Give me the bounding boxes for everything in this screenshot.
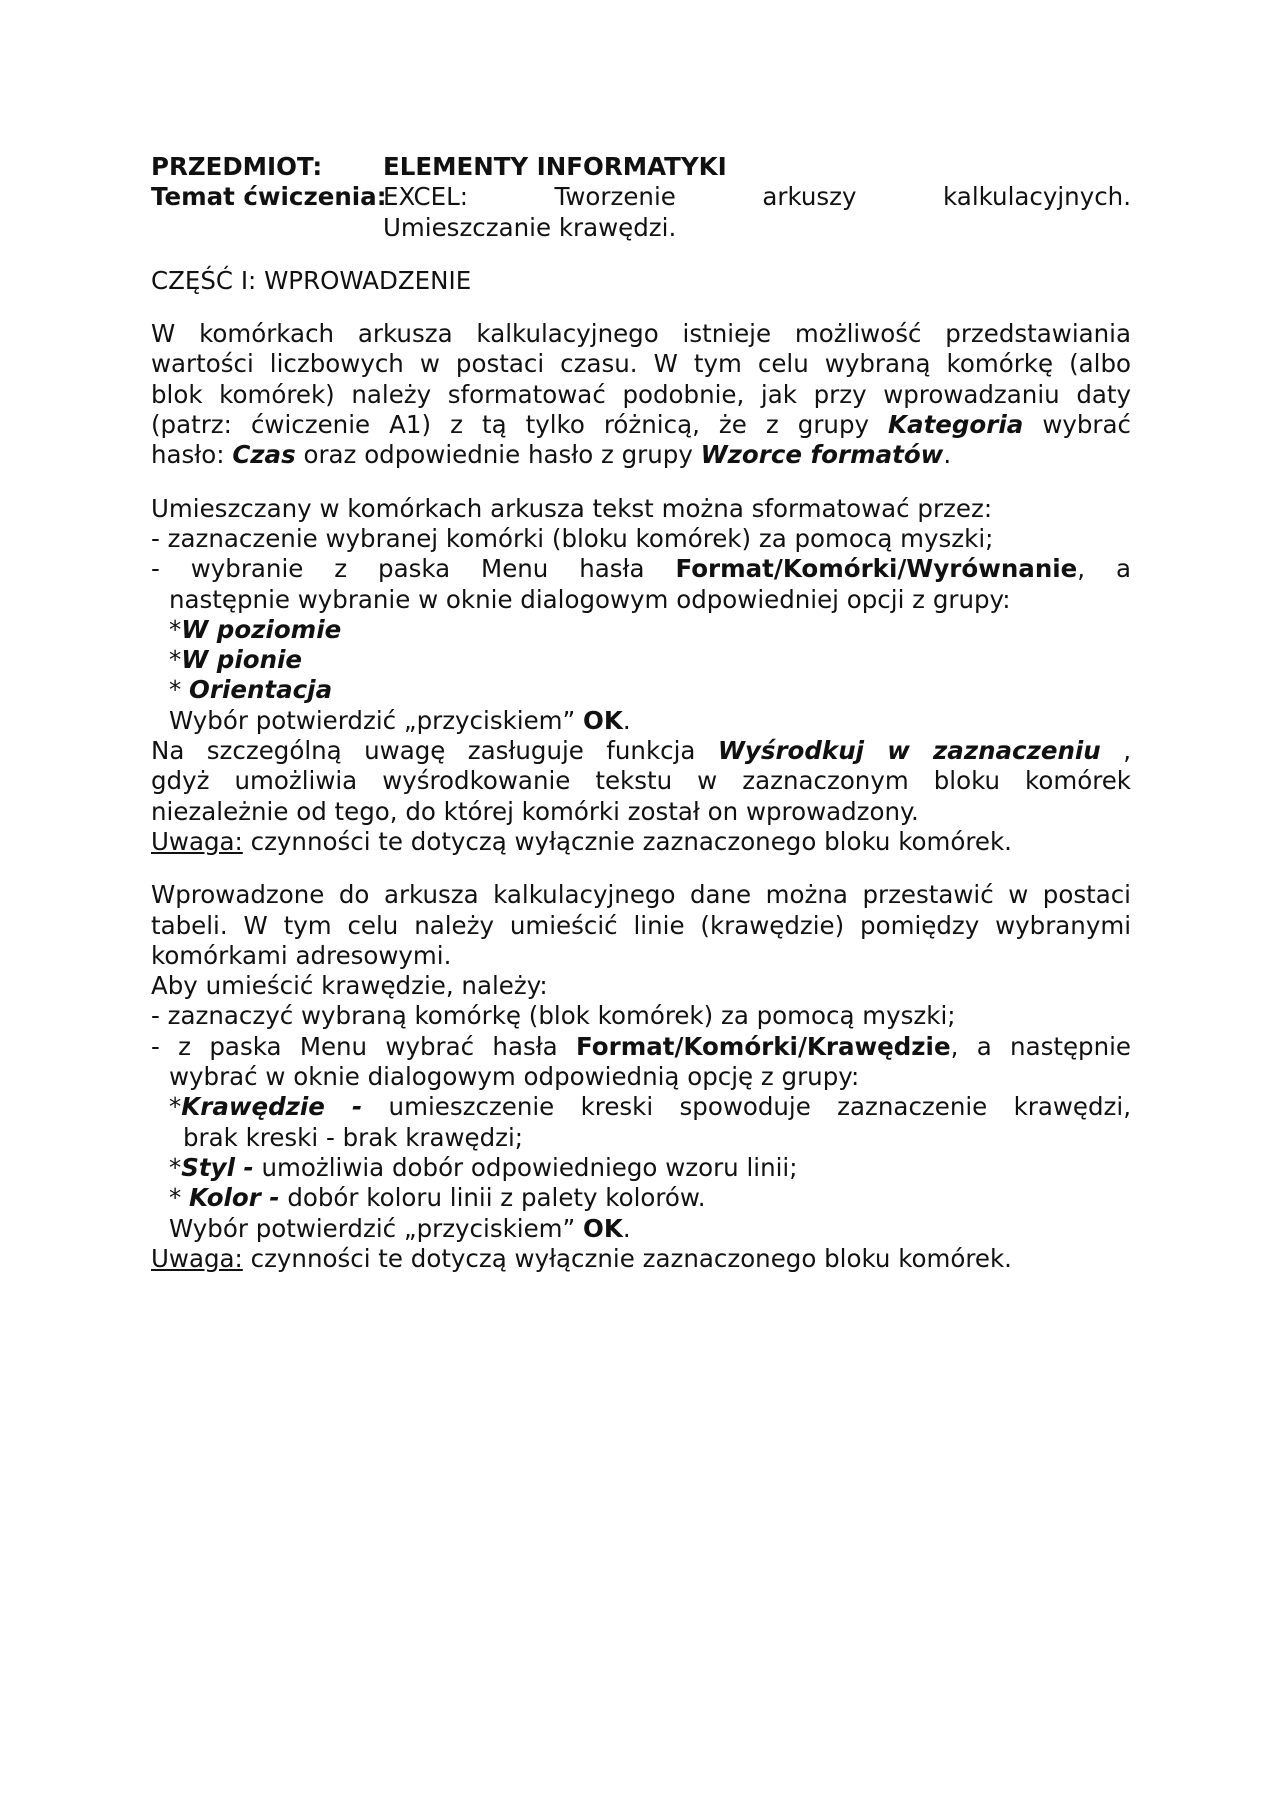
option-w-poziomie: *W poziomie <box>169 614 342 644</box>
note-line: Uwaga: czynności te dotyczą wyłącznie zaznaczonego bloku komórek. <box>151 826 1012 856</box>
p2-line9: Na szczególną uwagę zasługuje funkcja Wyśrodkuj w zaznaczeniu , <box>151 736 1131 766</box>
topic-label: Temat ćwiczenia: <box>151 182 387 212</box>
p1-line2: wartości liczbowych w postaci czasu. W tym celu wybraną komórkę (albo <box>151 349 1131 379</box>
confirm-line: Wybór potwierdzić „przyciskiem” OK. <box>169 705 631 735</box>
confirm-line-2: Wybór potwierdzić „przyciskiem” OK. <box>169 1213 631 1243</box>
paragraph-borders <box>151 880 1131 1274</box>
topic-line2: Umieszczanie krawędzi. <box>383 212 677 242</box>
topic-row-2 <box>151 213 1131 243</box>
term-wysrodkuj: Wyśrodkuj w zaznaczeniu <box>717 736 1101 766</box>
option-styl: *Styl - umożliwia dobór odpowiedniego wzoru linii; <box>169 1152 798 1182</box>
option-krawedzie: *Krawędzie - umieszczenie kreski spowoduje zaznaczenie krawędzi, <box>169 1092 1131 1122</box>
note-label: Uwaga: <box>151 826 243 856</box>
menu-path-krawedzie: Format/Komórki/Krawędzie <box>576 1031 951 1061</box>
option-w-pionie: *W pionie <box>169 645 303 675</box>
note-line-2: Uwaga: czynności te dotyczą wyłącznie zaznaczonego bloku komórek. <box>151 1243 1012 1273</box>
section-title: CZĘŚĆ I: WPROWADZENIE <box>151 265 472 295</box>
p1-line5: hasło: Czas oraz odpowiednie hasło z grupy Wzorce formatów. <box>151 440 952 470</box>
p2-line2: - zaznaczenie wybranej komórki (bloku komórek) za pomocą myszki; <box>151 523 994 553</box>
topic-line1: EXCEL: Tworzenie arkuszy kalkulacyjnych. <box>383 182 1131 212</box>
subject-row <box>151 152 1131 182</box>
p3-line6: - z paska Menu wybrać hasła Format/Komórki/Krawędzie, a następnie <box>151 1031 1131 1061</box>
option-kolor: * Kolor - dobór koloru linii z palety kolorów. <box>169 1183 706 1213</box>
p1-line1: W komórkach arkusza kalkulacyjnego istnieje możliwość przedstawiania <box>151 319 1131 349</box>
option-orientacja: * Orientacja <box>169 675 333 705</box>
term-kategoria: Kategoria <box>888 410 1024 440</box>
p3-line4: Aby umieścić krawędzie, należy: <box>151 971 548 1001</box>
paragraph-intro <box>151 319 1131 470</box>
topic-row <box>151 182 1131 212</box>
p3-line3: komórkami adresowymi. <box>151 940 452 970</box>
subject-value: ELEMENTY INFORMATYKI <box>383 152 727 181</box>
p3-line5: - zaznaczyć wybraną komórkę (blok komórek) za pomocą myszki; <box>151 1001 956 1031</box>
p1-line3: blok komórek) należy sformatować podobnie, jak przy wprowadzaniu daty <box>151 379 1131 409</box>
option-krawedzie-cont: brak kreski - brak krawędzi; <box>183 1122 524 1152</box>
document-page <box>151 152 1131 1274</box>
term-wzorce-formatow: Wzorce formatów <box>700 440 944 470</box>
term-czas: Czas <box>232 440 296 470</box>
p2-line3: - wybranie z paska Menu hasła Format/Komórki/Wyrównanie, a <box>151 554 1131 584</box>
p3-line1: Wprowadzone do arkusza kalkulacyjnego dane można przestawić w postaci <box>151 880 1131 910</box>
p2-line1: Umieszczany w komórkach arkusza tekst można sformatować przez: <box>151 493 993 523</box>
paragraph-alignment <box>151 494 1131 858</box>
p1-line4: (patrz: ćwiczenie A1) z tą tylko różnicą, że z grupy Kategoria wybrać <box>151 410 1131 440</box>
p3-line2: tabeli. W tym celu należy umieścić linie (krawędzie) pomiędzy wybranymi <box>151 910 1131 940</box>
p3-line7: wybrać w oknie dialogowym odpowiednią opcję z grupy: <box>169 1062 860 1092</box>
p2-line4: następnie wybranie w oknie dialogowym odpowiedniej opcji z grupy: <box>169 584 1011 614</box>
subject-label: PRZEDMIOT: <box>151 152 323 181</box>
p2-line11: niezależnie od tego, do której komórki został on wprowadzony. <box>151 796 919 826</box>
menu-path-wyrownanie: Format/Komórki/Wyrównanie <box>675 554 1078 584</box>
note-label-2: Uwaga: <box>151 1243 243 1273</box>
p2-line10: gdyż umożliwia wyśrodkowanie tekstu w zaznaczonym bloku komórek <box>151 766 1131 796</box>
